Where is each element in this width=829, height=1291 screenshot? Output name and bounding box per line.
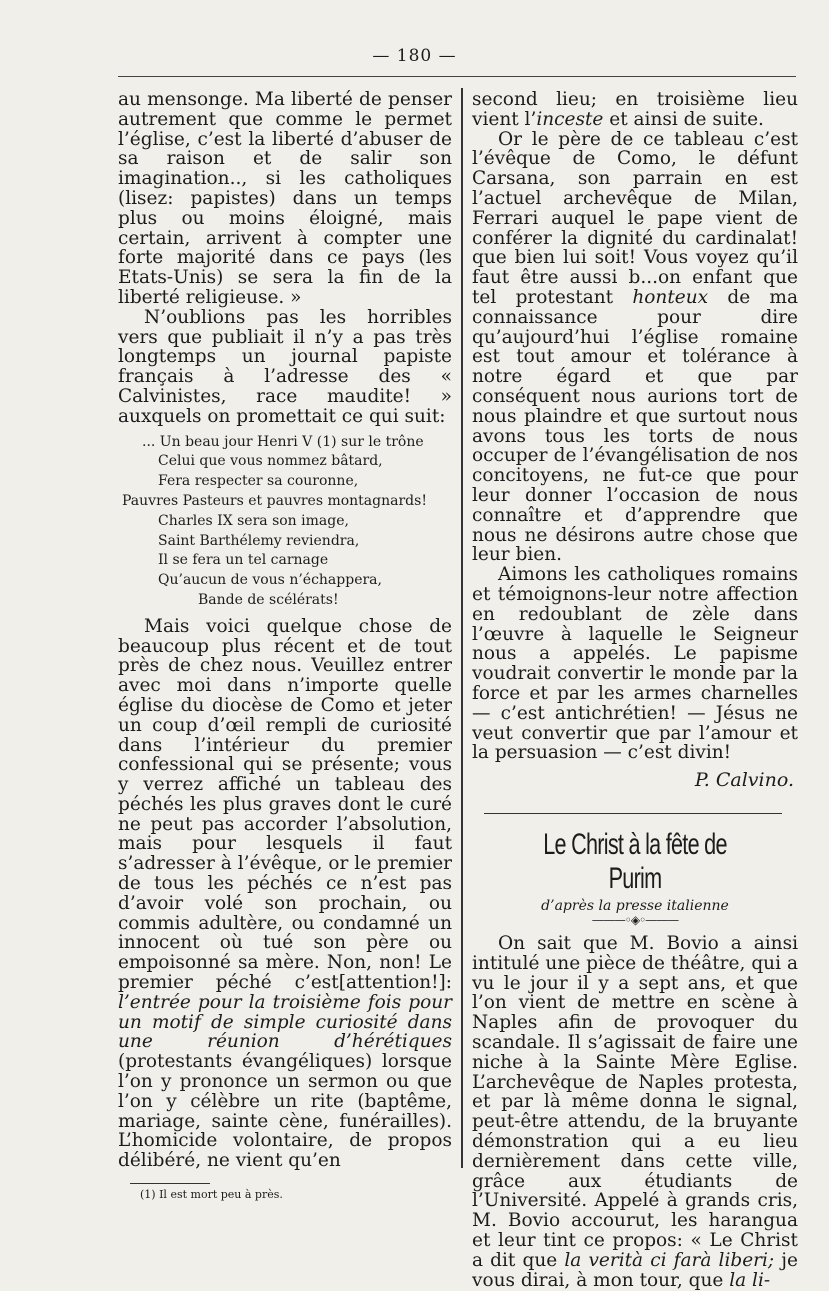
- r2-end: de ma connaissance pour dire qu’aujourd’hui l’église romaine est tout amour et tolérance à notre égard et que par conséquent nous aurions tort de nous plaindre et que surtout nous avons tous les torts de nous occuper de l’évangélisation de nos concitoyens, ne fut-ce que pour leur donner l’occasion de nous connaître et d’apprendre que nous ne désirons autre chose que leur bien.: [472, 286, 798, 566]
- r4-mid: je vous dirai, à mon tour, que: [472, 1249, 798, 1291]
- verse-line-4: Pauvres Pasteurs et pauvres montagnards!: [122, 492, 427, 509]
- right-paragraph-4: [472, 934, 798, 1290]
- r2-start: Or le père de ce tableau c’est l’évêque de Como, le défunt Carsana, son parrain en est l’actuel archevêque de Milan, Ferrari auquel le pape vient de conférer la dignité du cardinalat! que bien lui soit! Vous voyez qu’il faut être aussi b...on enfant que tel protestant: [472, 128, 798, 308]
- r1-end: et ainsi de suite.: [603, 108, 764, 130]
- left-paragraph-3: [118, 617, 452, 1171]
- para3-text-start: Mais voici quelque chose de beaucoup plus récent et de tout près de chez nous. Veuillez entrer avec moi dans n’importe quelle église du diocèse de Como et jeter un coup d’œil rempli de curiosité dans l’intérieur du premier confessional qui se présente; vous y verrez affiché un tableau des péchés les plus graves dont le curé ne peut pas accorder l’absolution, mais pour lesquels il faut s’adresser à l’évêque, or le premier de tous les péchés ce n’est pas d’avoir volé son prochain, ou commis adultère, ou condamné un innocent où tué son père ou empoisonné sa mère. Non, non! Le premier péché c’est[attention!]:: [118, 615, 452, 994]
- right-paragraph-3: Aimons les catholiques romains et témoignons-leur notre affection en redoublant de zèle dans l’œuvre à laquelle le Seigneur nous a appelés. Le papisme voudrait convertir le monde par la force et par les armes charnelles — c’est antichrétien! — Jésus ne veut convertir que par l’amour et la persuasion — c’est divin!: [472, 564, 798, 764]
- right-column: [472, 90, 798, 1290]
- r4-italic-1: la verità ci farà liberi;: [564, 1249, 775, 1271]
- right-paragraph-2: [472, 130, 798, 566]
- column-divider: [461, 88, 463, 1168]
- verse-line-3: Fera respecter sa couronne,: [158, 473, 359, 490]
- verse-line-9: Bande de scélérats!: [198, 591, 339, 608]
- article-separator: [484, 813, 782, 814]
- footnote: (1) Il est mort peu à près.: [140, 1188, 283, 1202]
- para3-text-end: (protestants évangéliques) lorsque l’on y prononce un sermon ou que l’on y célèbre un rite (baptême, mariage, sainte cène, funérailles). L’homicide volontaire, de propos délibéré, ne vient qu’en: [118, 1051, 452, 1172]
- verse-line-2: Celui que vous nommez bâtard,: [158, 453, 383, 470]
- verse-line-1: ... Un beau jour Henri V (1) sur le trône: [142, 433, 424, 450]
- para3-italic: l’entrée pour la troisième fois pour un motif de simple curiosité dans une réunion d’hérétiques: [118, 991, 452, 1053]
- verse-line-7: Il se fera un tel carnage: [158, 552, 329, 569]
- page-number: — 180 —: [372, 46, 457, 66]
- article-title: Le Christ à la fête de Purim: [543, 828, 727, 896]
- article-subtitle: d’après la presse italienne: [541, 898, 729, 915]
- left-paragraph-2: N’oublions pas les horribles vers que publiait il n’y a pas très longtemps un journal papiste français à l’adresse des « Calvinistes, race maudite! » auxquels on promettait ce qui suit:: [118, 306, 452, 427]
- header-rule: [118, 76, 796, 77]
- r1-italic: inceste: [536, 108, 604, 130]
- footnote-rule: [130, 1183, 210, 1184]
- left-column: [118, 90, 452, 1201]
- r2-italic: honteux: [632, 286, 709, 308]
- verse-line-8: Qu’aucun de vous n’échappera,: [158, 572, 382, 589]
- signature: P. Calvino.: [694, 769, 794, 792]
- ornament-divider: ———◦◈◦———: [591, 913, 679, 928]
- verse-line-5: Charles IX sera son image,: [158, 512, 349, 529]
- r4-italic-2: la li-: [729, 1269, 771, 1291]
- poem-verse: [118, 433, 452, 611]
- verse-line-6: Saint Barthélemy reviendra,: [158, 532, 360, 549]
- r1-start: second lieu; en troisième lieu vient l’: [472, 89, 798, 130]
- left-paragraph-1: au mensonge. Ma liberté de penser autrement que comme le permet l’église, c’est la liberté d’abuser de sa raison et de salir son imagination.., si les catholiques (lisez: papistes) dans un temps plus ou moins éloigné, mais certain, arrivent à compter une forte majorité dans ce pays (les Etats-Unis) se sera la fin de la liberté religieuse. »: [118, 89, 452, 308]
- r4-start: On sait que M. Bovio a ainsi intitulé une pièce de théâtre, qui a vu le jour il y a sept ans, et que l’on vient de mettre en scène à Naples afin de provoquer du scandale. Il s’agissait de faire une niche à la Sainte Mère Eglise. L’archevêque de Naples protesta, et par là même donna le signal, peut-être attendu, de la bruyante démonstration qui a eu lieu dernièrement dans cette ville, grâce aux étudiants de l’Université. Appelé à grands cris, M. Bovio accourut, les harangua et leur tint ce propos: « Le Christ a dit que: [472, 933, 798, 1271]
- right-paragraph-1: [472, 90, 798, 130]
